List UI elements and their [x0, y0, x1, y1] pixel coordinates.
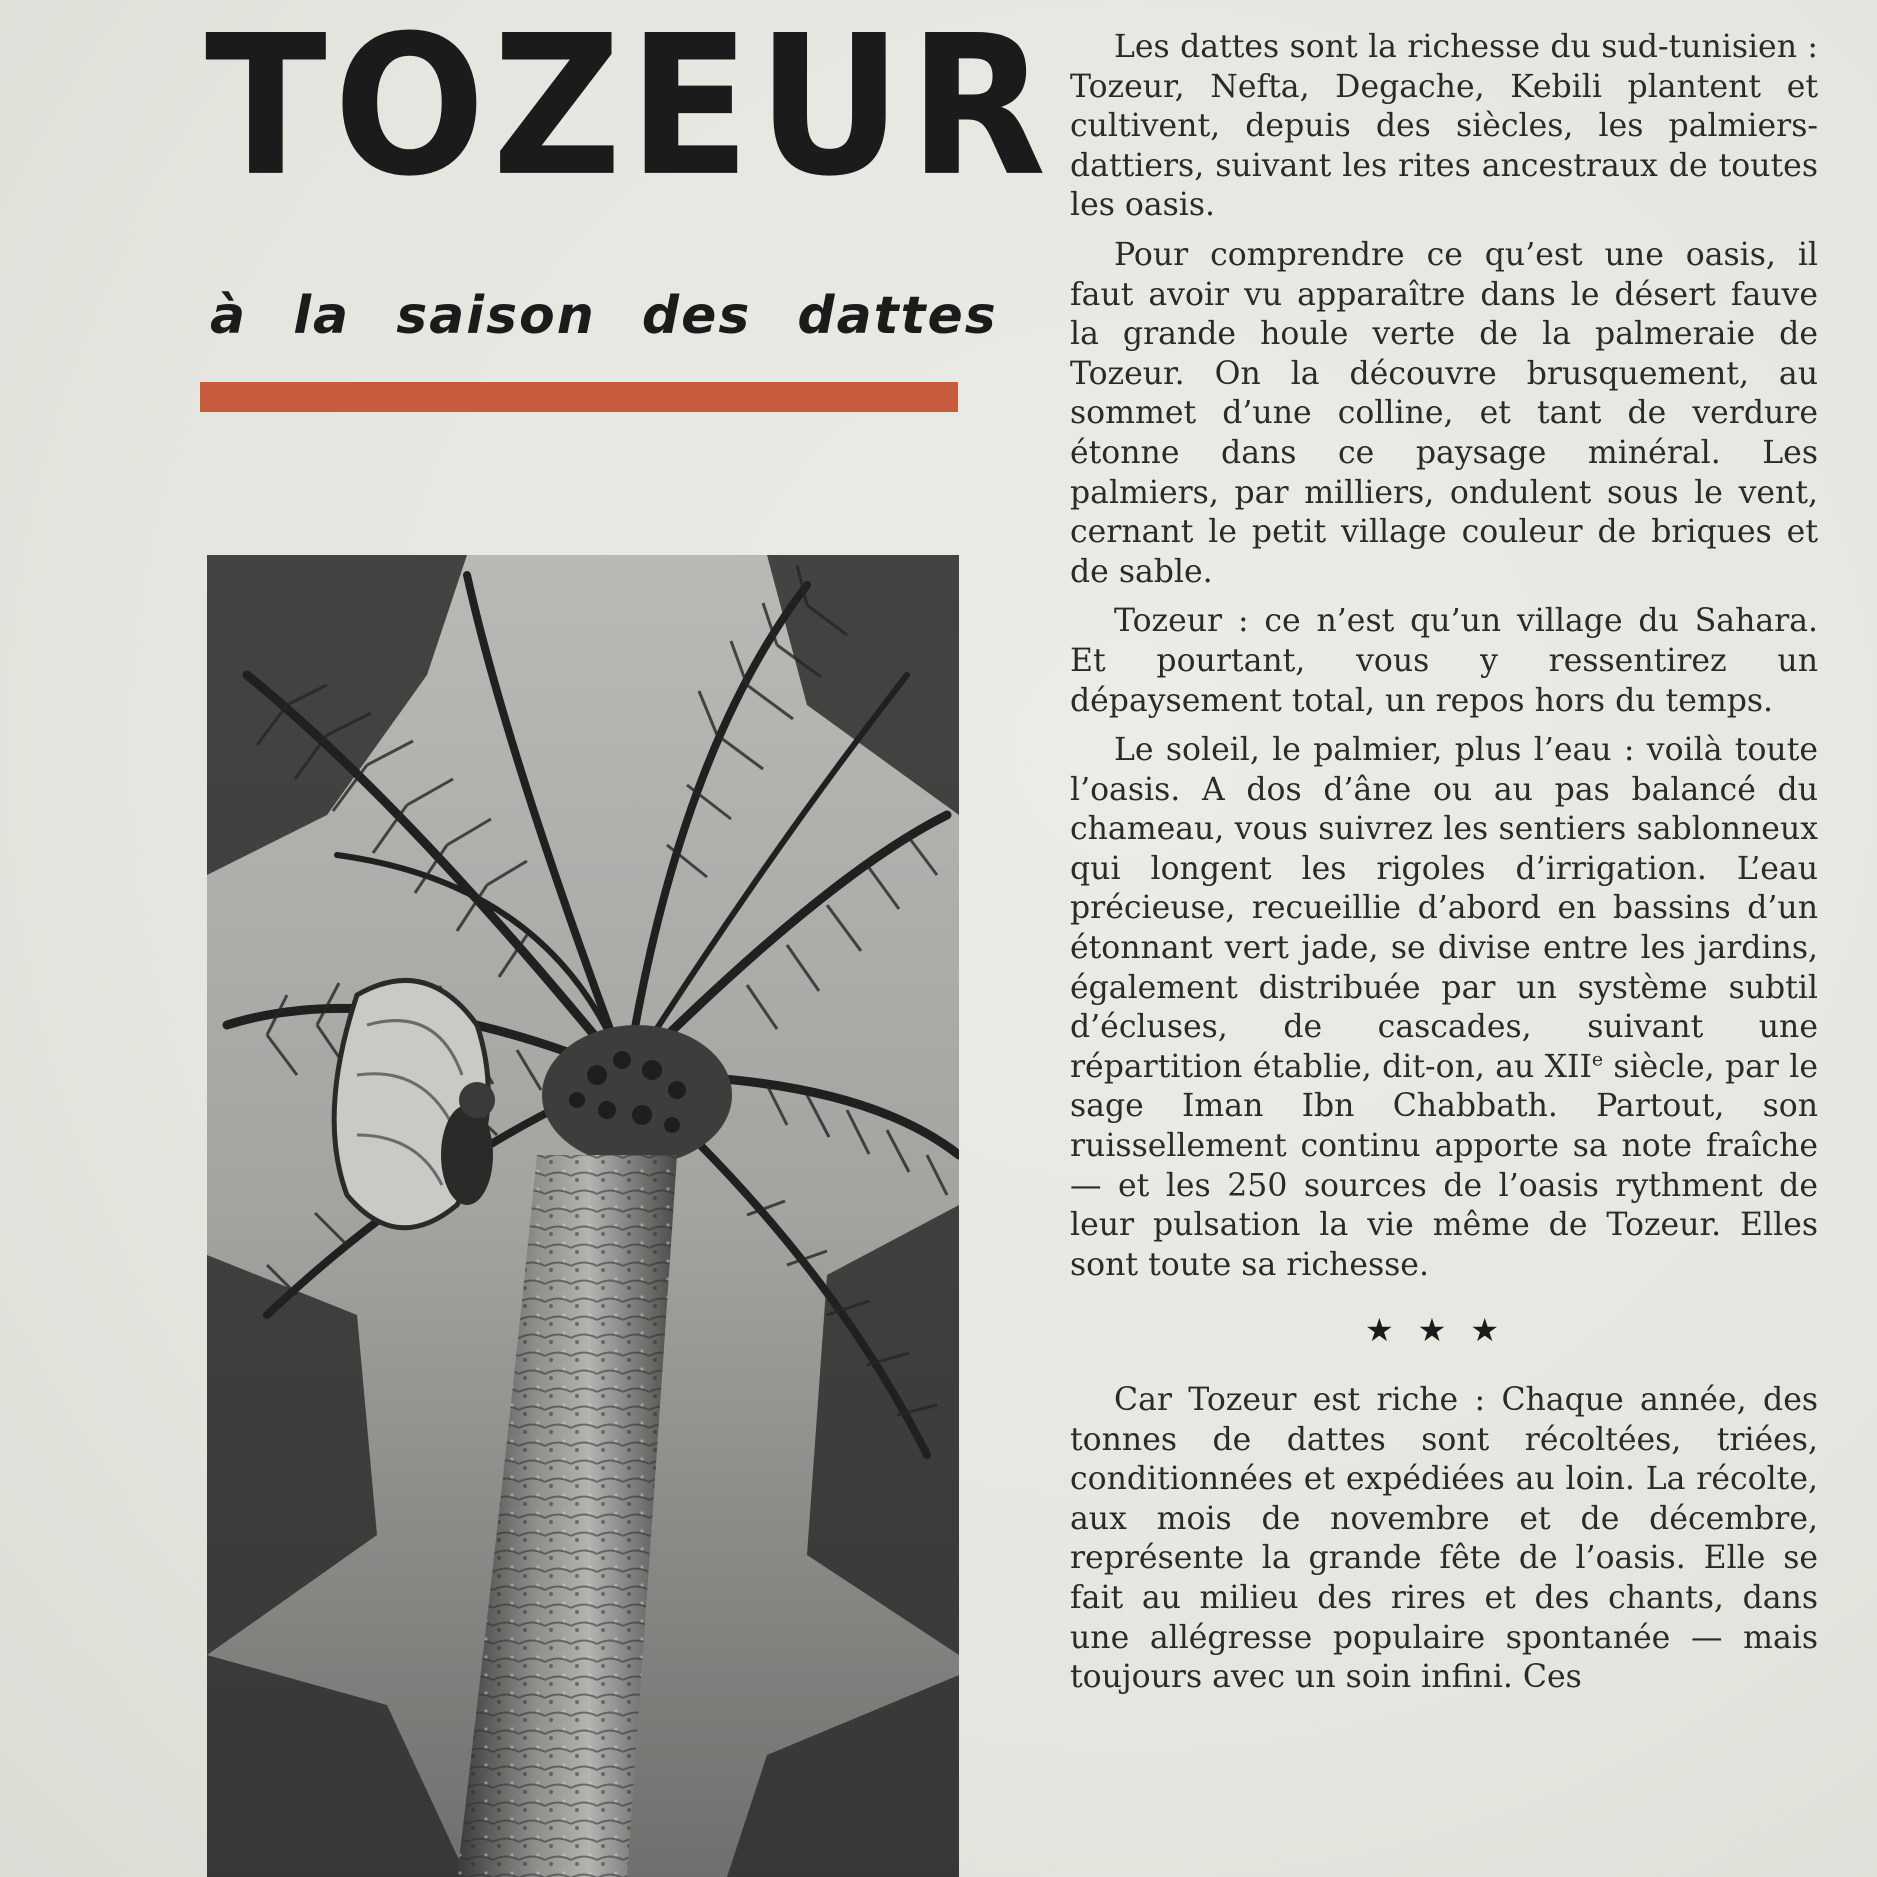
accent-rule	[200, 382, 958, 412]
palm-tree-photo	[207, 555, 959, 1877]
article-paragraph: Car Tozeur est riche : Chaque année, des tonnes de dattes sont récoltées, triées, conditionnées et expédiées au loin. La récolte, aux mois de novembre et de décembre, représente la grande fête de l’oasis. Elle se fait au milieu des rires et des chants, dans une allégresse populaire spontanée — mais toujours avec un soin infini. Ces	[1070, 1382, 1818, 1696]
article-body	[1070, 28, 1818, 1708]
article-paragraph: Pour comprendre ce qu’est une oasis, il faut avoir vu apparaître dans le désert fauve la grande houle verte de la palmeraie de Tozeur. On la découvre brusquement, au sommet d’une colline, et tant de verdure étonne dans ce paysage minéral. Les palmiers, par milliers, ondulent sous le vent, cernant le petit village couleur de briques et de sable.	[1070, 236, 1818, 590]
paragraph-text: siècle, par le sage Iman Ibn Chabbath. Partout, son ruissellement continu apporte sa note fraîche — et les 250 sources de l’oasis rythment de leur pulsation la vie même de Tozeur. Elles sont toute sa richesse.	[1070, 1048, 1818, 1283]
paragraph-text: Le soleil, le palmier, plus l’eau : voilà toute l’oasis. A dos d’âne ou au pas balancé du chameau, vous suivrez les sentiers sablonneux qui longent les rigoles d’irrigation. L’eau précieuse, recueillie d’abord en bassins d’un étonnant vert jade, se divise entre les jardins, également distribuée par un système subtil d’écluses, de cascades, suivant une répartition établie, dit-on, au XII	[1070, 732, 1818, 1085]
section-separator: ★★★	[1364, 1311, 1524, 1350]
article-paragraph: Tozeur : ce n’est qu’un village du Sahara. Et pourtant, vous y ressentirez un dépaysement total, un repos hors du temps.	[1070, 603, 1818, 719]
article-paragraph	[1070, 731, 1818, 1285]
page-title: TOZEUR	[205, 0, 1054, 219]
page-subtitle: à la saison des dattes	[210, 286, 998, 346]
century-superscript: e	[1591, 1048, 1604, 1071]
article-paragraph: Les dattes sont la richesse du sud-tunisien : Tozeur, Nefta, Degache, Kebili plantent et cultivent, depuis des siècles, les palmiers-dattiers, suivant les rites ancestraux de toutes les oasis.	[1070, 29, 1818, 224]
